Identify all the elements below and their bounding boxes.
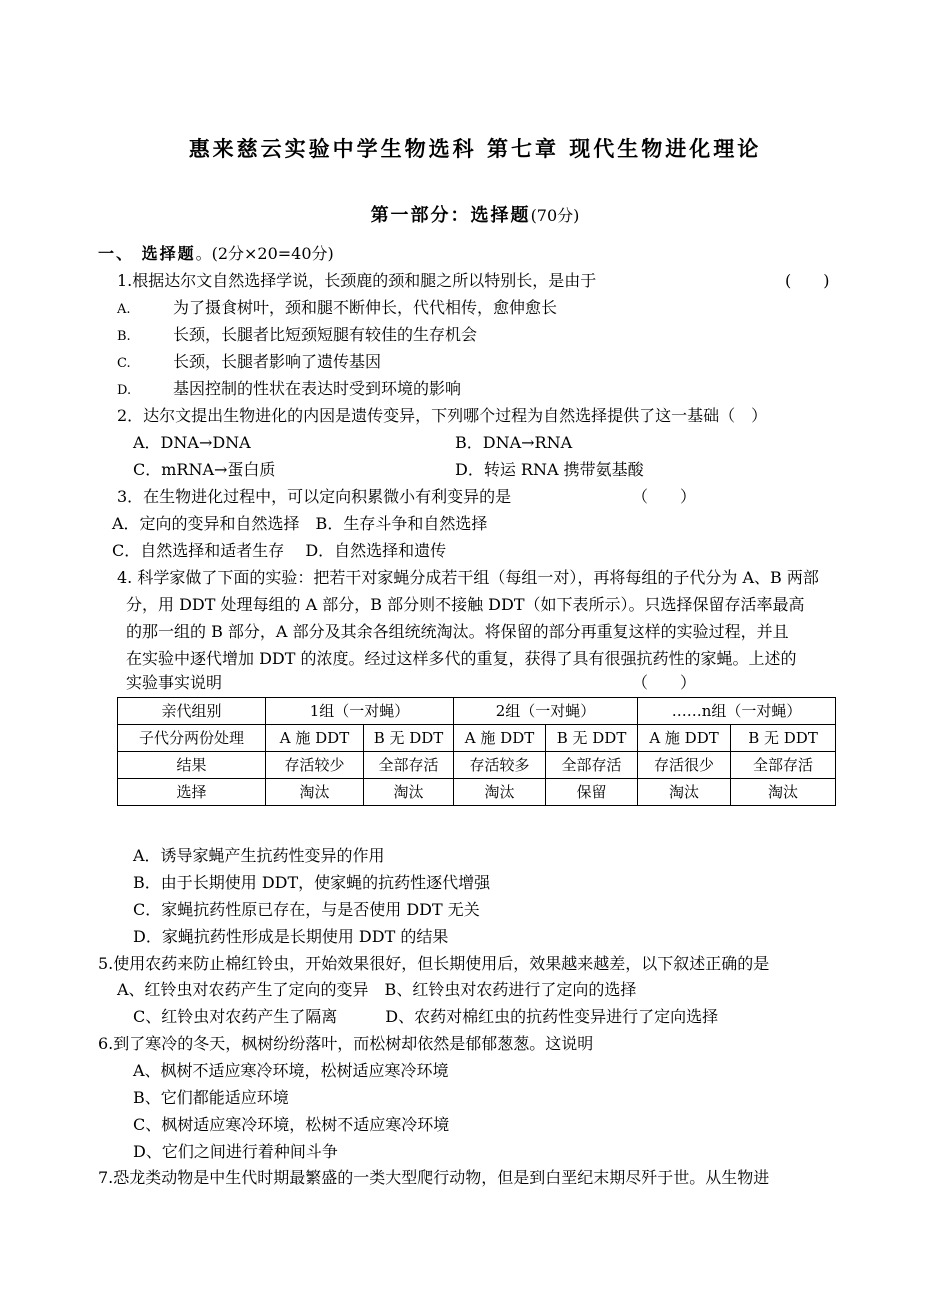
question-3-options-ab: A．定向的变异和自然选择 B．生存斗争和自然选择 bbox=[112, 514, 488, 533]
table-row bbox=[118, 752, 836, 779]
option-letter: A. bbox=[117, 302, 131, 317]
question-2-option-c: C．mRNA→蛋白质 bbox=[133, 460, 276, 479]
question-4-option-c: C．家蝇抗药性原已存在，与是否使用 DDT 无关 bbox=[133, 900, 480, 919]
question-4-stem-line: 4. 科学家做了下面的实验：把若干对家蝇分成若干组（每组一对），再将每组的子代分为 A、B 两部 bbox=[117, 568, 819, 587]
table-cell: A 施 DDT bbox=[454, 725, 546, 752]
table-cell: 选择 bbox=[118, 779, 266, 806]
table-cell: 全部存活 bbox=[731, 752, 836, 779]
option-text: 为了摄食树叶，颈和腿不断伸长，代代相传，愈伸愈长 bbox=[173, 298, 558, 317]
question-6-option-b: B、它们都能适应环境 bbox=[133, 1088, 289, 1107]
question-1-answer-bracket: ( ) bbox=[785, 271, 830, 290]
table-cell: 淘汰 bbox=[266, 779, 364, 806]
question-6-stem: 6.到了寒冷的冬天，枫树纷纷落叶，而松树却依然是郁郁葱葱。这说明 bbox=[98, 1034, 594, 1053]
table-cell: 亲代组别 bbox=[118, 698, 266, 725]
page-title: 惠来慈云实验中学生物选科 第七章 现代生物进化理论 bbox=[188, 136, 762, 161]
question-6-option-c: C、枫树适应寒冷环境，松树不适应寒冷环境 bbox=[133, 1115, 450, 1134]
table-header-row bbox=[118, 698, 836, 725]
table-cell: 2组（一对蝇） bbox=[454, 698, 638, 725]
question-2-option-d: D．转运 RNA 携带氨基酸 bbox=[455, 460, 644, 479]
table-cell: 淘汰 bbox=[638, 779, 731, 806]
table-cell: 淘汰 bbox=[731, 779, 836, 806]
table-cell: 1组（一对蝇） bbox=[266, 698, 454, 725]
section-label: 一、 选择题 bbox=[98, 244, 196, 263]
table-cell: 结果 bbox=[118, 752, 266, 779]
part-heading bbox=[0, 201, 950, 227]
table-cell: A 施 DDT bbox=[638, 725, 731, 752]
table-cell: 子代分两份处理 bbox=[118, 725, 266, 752]
question-4-stem-line: 分，用 DDT 处理每组的 A 部分，B 部分则不接触 DDT（如下表所示）。只选择保留存活率最高 bbox=[126, 595, 805, 614]
question-2-option-a: A．DNA→DNA bbox=[133, 433, 251, 452]
table-row bbox=[118, 725, 836, 752]
question-6-option-a: A、枫树不适应寒冷环境，松树适应寒冷环境 bbox=[133, 1061, 449, 1080]
table-cell: A 施 DDT bbox=[266, 725, 364, 752]
question-5-options-cd: C、红铃虫对农药产生了隔离 D、农药对棉红虫的抗药性变异进行了定向选择 bbox=[133, 1007, 719, 1026]
section-score: 。(2分×20=40分) bbox=[195, 244, 334, 263]
question-3-answer-bracket: （ ） bbox=[632, 487, 697, 506]
question-1-option-c bbox=[117, 351, 381, 375]
question-4-option-a: A．诱导家蝇产生抗药性变异的作用 bbox=[133, 846, 385, 865]
part-label: 第一部分：选择题 bbox=[370, 205, 531, 226]
table-cell: B 无 DDT bbox=[364, 725, 454, 752]
question-3-options-cd: C．自然选择和适者生存 D．自然选择和遗传 bbox=[112, 541, 447, 560]
option-text: 长颈，长腿者影响了遗传基因 bbox=[173, 352, 382, 371]
table-row bbox=[118, 779, 836, 806]
question-4-stem-line: 在实验中逐代增加 DDT 的浓度。经过这样多代的重复，获得了具有很强抗药性的家蝇。上述的 bbox=[126, 649, 797, 668]
option-letter: B. bbox=[117, 329, 131, 344]
option-letter: C. bbox=[117, 356, 131, 371]
question-1-option-d bbox=[117, 378, 461, 402]
option-letter: D. bbox=[117, 383, 132, 398]
table-cell: 存活很少 bbox=[638, 752, 731, 779]
question-4-answer-bracket: （ ） bbox=[632, 673, 697, 692]
part-score: (70分) bbox=[530, 206, 580, 225]
table-cell: 全部存活 bbox=[364, 752, 454, 779]
question-4-stem-line: 实验事实说明 bbox=[126, 673, 223, 692]
question-1-stem: 1.根据达尔文自然选择学说，长颈鹿的颈和腿之所以特别长，是由于 bbox=[117, 271, 597, 290]
table-cell: 保留 bbox=[546, 779, 638, 806]
table-cell: 淘汰 bbox=[454, 779, 546, 806]
question-5-stem: 5.使用农药来防止棉红铃虫，开始效果很好，但长期使用后，效果越来越差，以下叙述正确的是 bbox=[98, 954, 770, 973]
experiment-table bbox=[117, 697, 836, 806]
table-cell: B 无 DDT bbox=[546, 725, 638, 752]
question-4-option-b: B．由于长期使用 DDT，使家蝇的抗药性逐代增强 bbox=[133, 873, 491, 892]
table-cell: 存活较少 bbox=[266, 752, 364, 779]
question-4-stem-line: 的那一组的 B 部分，A 部分及其余各组统统淘汰。将保留的部分再重复这样的实验过程，并且 bbox=[126, 622, 789, 641]
table-cell: ……n组（一对蝇） bbox=[638, 698, 836, 725]
question-5-options-ab: A、红铃虫对农药产生了定向的变异 B、红铃虫对农药进行了定向的选择 bbox=[117, 980, 637, 999]
question-6-option-d: D、它们之间进行着种间斗争 bbox=[133, 1142, 338, 1161]
question-2-stem: 2．达尔文提出生物进化的内因是遗传变异，下列哪个过程为自然选择提供了这一基础（ ） bbox=[117, 406, 768, 425]
option-text: 长颈，长腿者比短颈短腿有较佳的生存机会 bbox=[173, 325, 478, 344]
question-2-option-b: B．DNA→RNA bbox=[455, 433, 573, 452]
section-heading bbox=[98, 243, 334, 265]
question-1-option-b bbox=[117, 324, 477, 348]
question-3-stem: 3．在生物进化过程中，可以定向积累微小有利变异的是 bbox=[117, 487, 512, 506]
table-cell: 存活较多 bbox=[454, 752, 546, 779]
table-cell: B 无 DDT bbox=[731, 725, 836, 752]
table-cell: 淘汰 bbox=[364, 779, 454, 806]
question-7-stem: 7.恐龙类动物是中生代时期最繁盛的一类大型爬行动物，但是到白垩纪末期尽歼于世。从生物进 bbox=[98, 1168, 770, 1187]
question-4-option-d: D．家蝇抗药性形成是长期使用 DDT 的结果 bbox=[133, 927, 449, 946]
table-cell: 全部存活 bbox=[546, 752, 638, 779]
question-1-option-a bbox=[117, 297, 557, 321]
option-text: 基因控制的性状在表达时受到环境的影响 bbox=[173, 379, 462, 398]
